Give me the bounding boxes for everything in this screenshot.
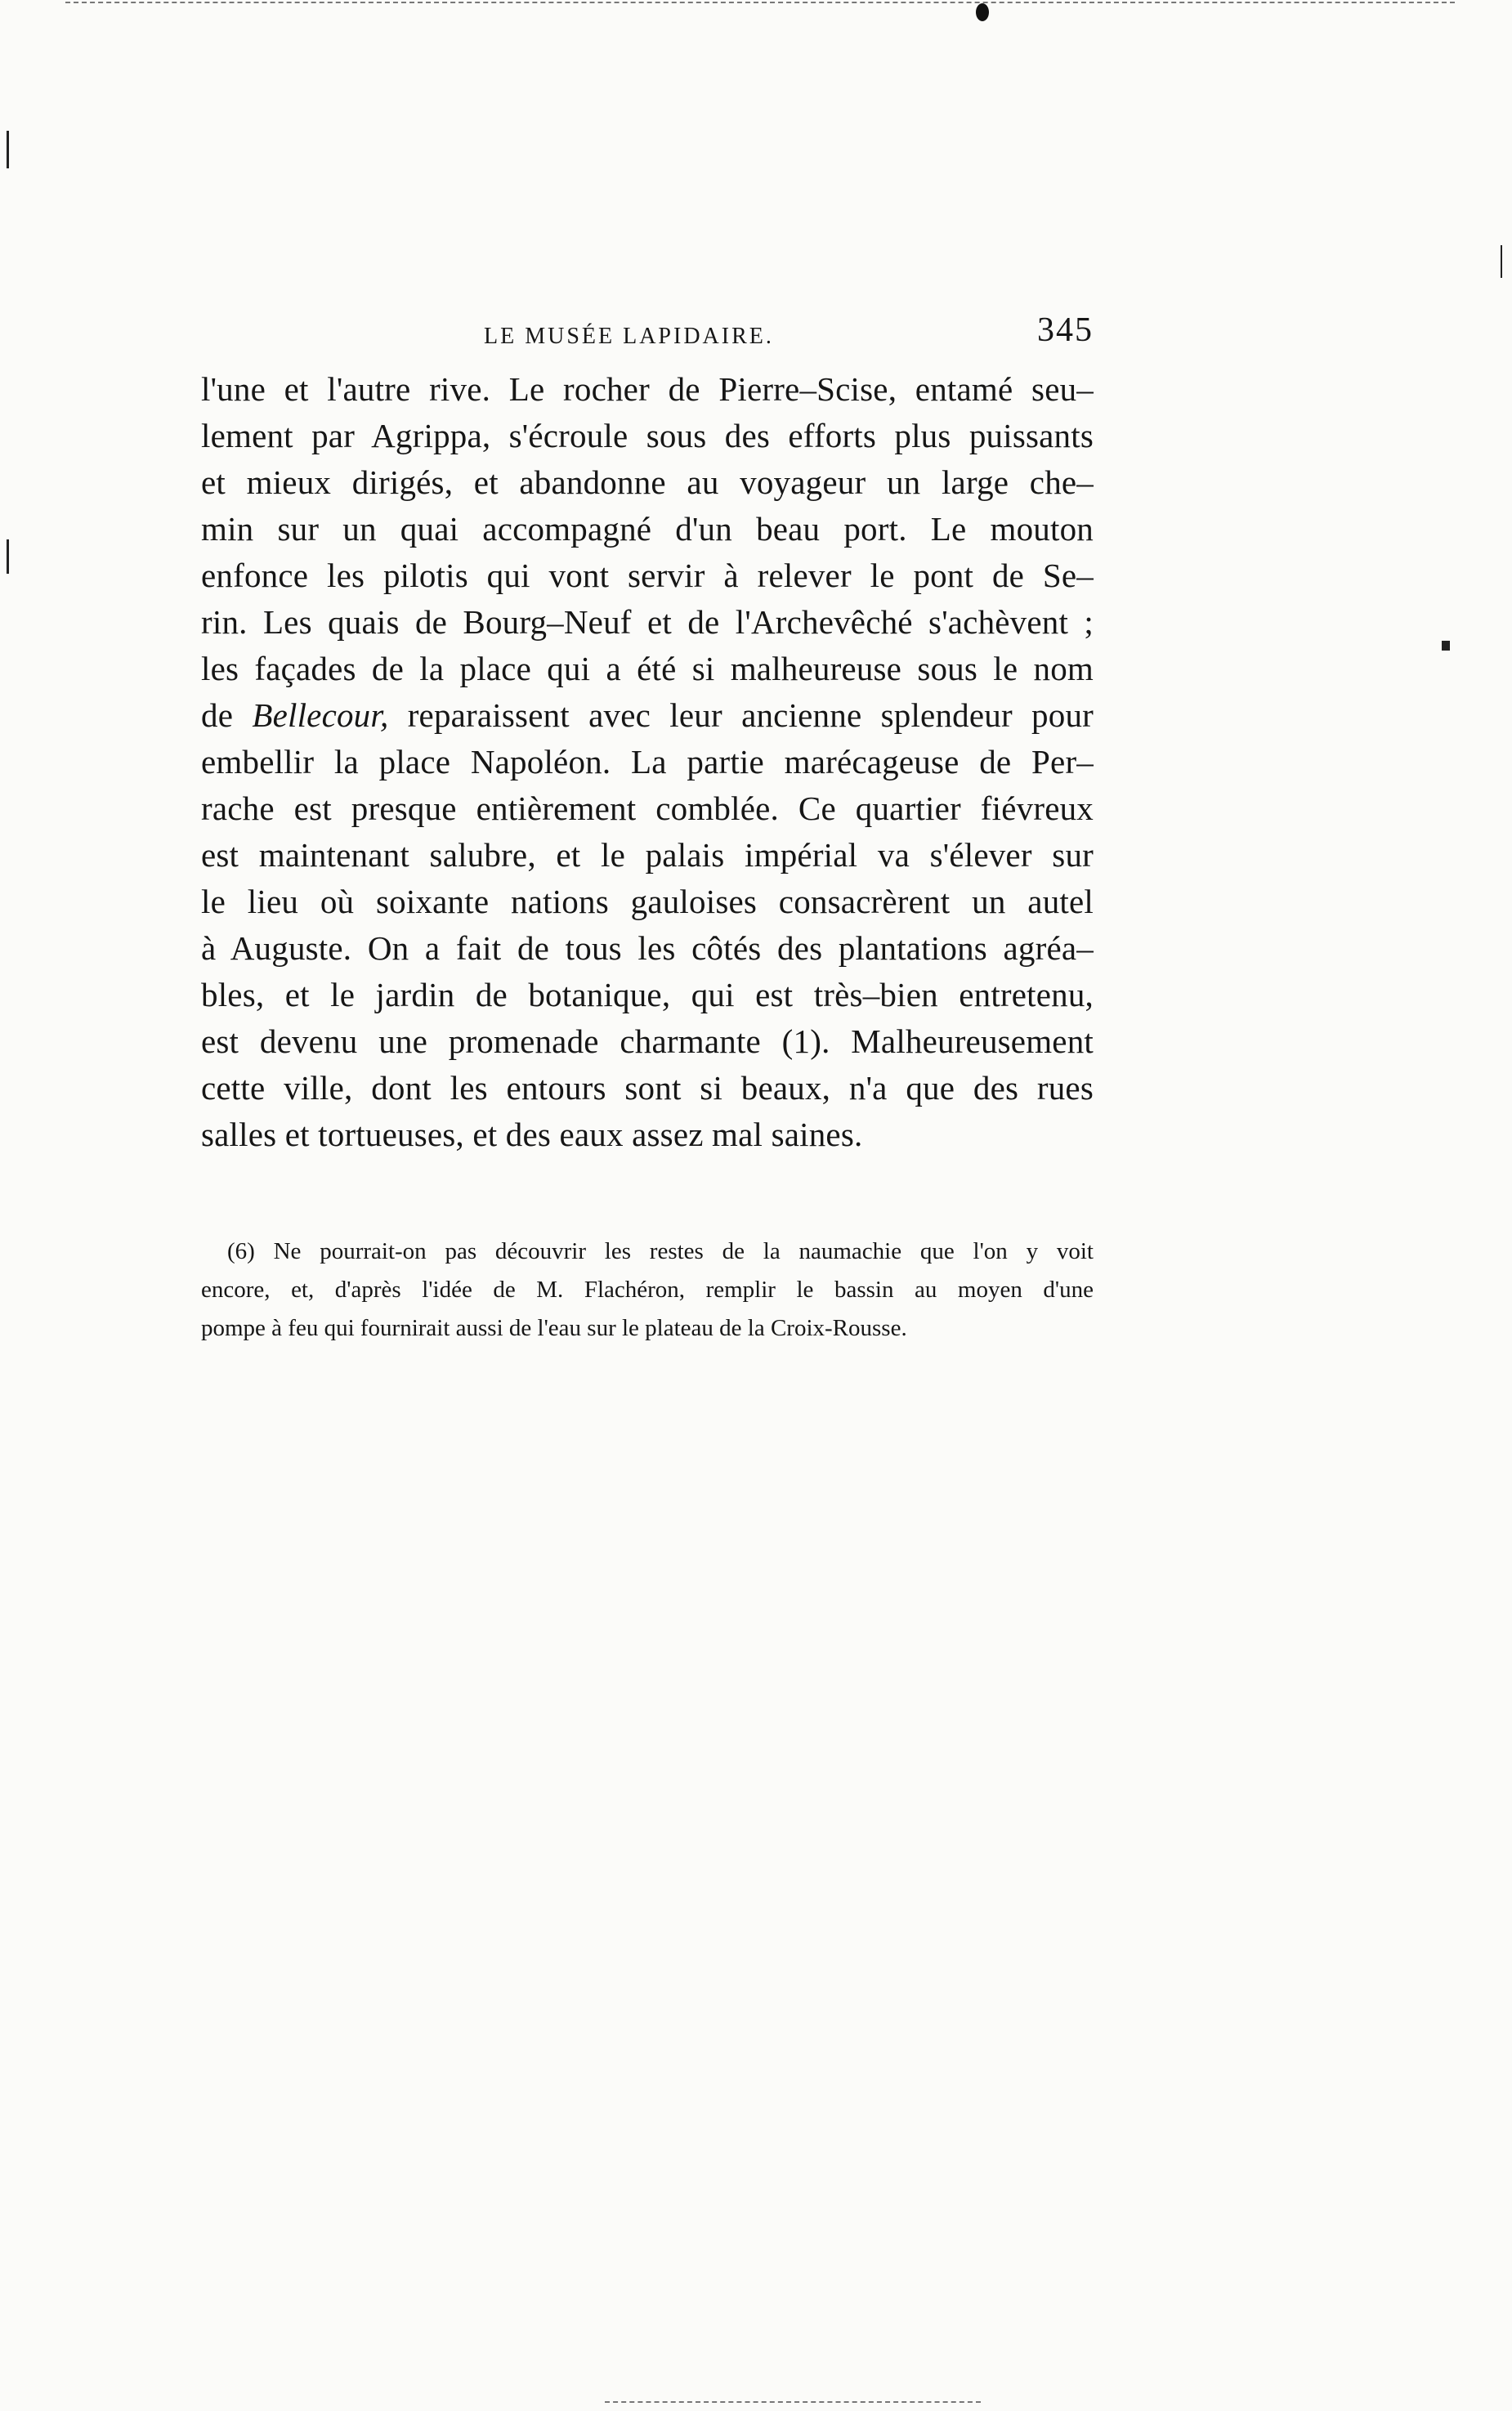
page-number: 345 — [1037, 311, 1094, 349]
ink-blot-top — [976, 3, 989, 21]
body-text — [201, 366, 1094, 1158]
bottom-edge-dashes — [605, 2401, 981, 2403]
body-line: salles et tortueuses, et des eaux assez mal saines. — [201, 1116, 863, 1153]
footnote-line: encore, et, d'après l'idée de M. Flachéron, remplir le bassin au moyen d'une — [201, 1277, 1094, 1303]
body-line: est maintenant salubre, et le palais impérial va s'élever sur — [201, 836, 1094, 874]
footnote-line: (6) Ne pourrait-on pas découvrir les restes de la naumachie que l'on y voit — [227, 1238, 1094, 1264]
body-line: min sur un quai accompagné d'un beau port. Le mouton — [201, 510, 1094, 548]
footnote — [201, 1232, 1094, 1348]
italic-place-name: Bellecour, — [252, 696, 389, 734]
body-line: lement par Agrippa, s'écroule sous des efforts plus puissants — [201, 417, 1094, 454]
body-line: cette ville, dont les entours sont si beaux, n'a que des rues — [201, 1069, 1094, 1107]
footnote-line: pompe à feu qui fournirait aussi de l'eau sur le plateau de la Croix-Rousse. — [201, 1315, 907, 1341]
body-line: à Auguste. On a fait de tous les côtés des plantations agréa– — [201, 929, 1094, 967]
top-edge-dashes — [65, 2, 1455, 3]
body-line: rache est presque entièrement comblée. Ce quartier fiévreux — [201, 790, 1094, 827]
line-prefix: de — [201, 696, 234, 734]
body-line: rin. Les quais de Bourg–Neuf et de l'Archevêché s'achèvent ; — [201, 603, 1094, 641]
margin-mark-right — [1501, 245, 1502, 278]
line-rest: reparaissent avec leur ancienne splendeur pour — [407, 696, 1094, 734]
running-head — [201, 311, 1094, 360]
running-title: LE MUSÉE LAPIDAIRE. — [484, 324, 774, 349]
body-line: l'une et l'autre rive. Le rocher de Pierre–Scise, entamé seu– — [201, 370, 1094, 408]
speck-right — [1442, 641, 1450, 651]
body-line: le lieu où soixante nations gauloises consacrèrent un autel — [201, 883, 1094, 920]
margin-mark-left-2 — [7, 539, 9, 574]
body-line: enfonce les pilotis qui vont servir à relever le pont de Se– — [201, 557, 1094, 594]
body-line: bles, et le jardin de botanique, qui est très–bien entretenu, — [201, 976, 1094, 1013]
body-line: embellir la place Napoléon. La partie marécageuse de Per– — [201, 743, 1094, 781]
body-line: et mieux dirigés, et abandonne au voyageur un large che– — [201, 463, 1094, 501]
margin-mark-left-1 — [7, 131, 9, 168]
body-line-bellecour — [201, 692, 1094, 739]
body-line: est devenu une promenade charmante (1). Malheureusement — [201, 1022, 1094, 1060]
body-line: les façades de la place qui a été si malheureuse sous le nom — [201, 650, 1094, 687]
